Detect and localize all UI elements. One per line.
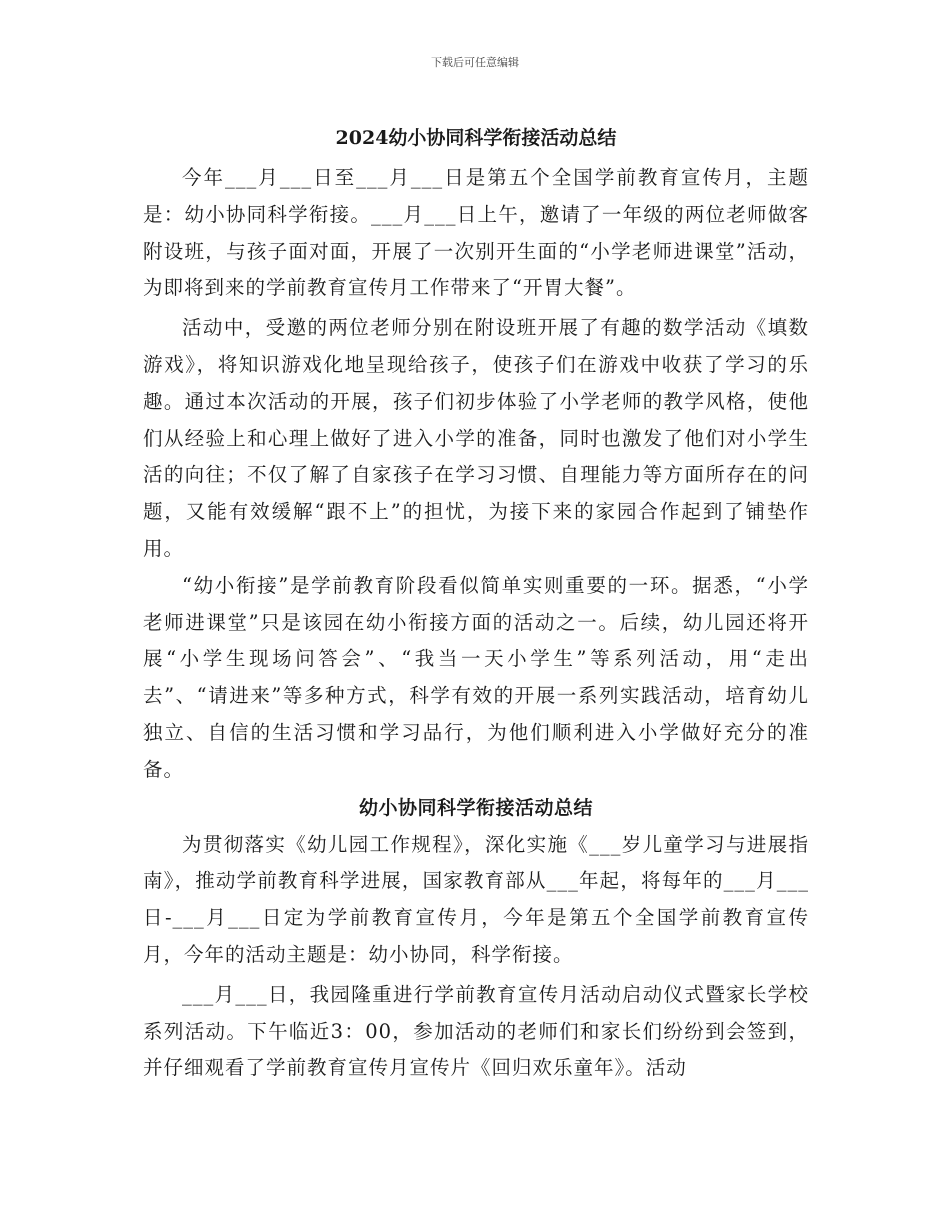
paragraph: 为贯彻落实《幼儿园工作规程》，深化实施《___岁儿童学习与进展指南》，推动学前教育科学进展，国家教育部从___年起，将每年的___月___日-___月___日定为学前教育宣传月，今年是第五个全国学前教育宣传月，今年的活动主题是：幼小协同，科学衔接。 — [143, 832, 809, 966]
paragraph: 活动中，受邀的两位老师分别在附设班开展了有趣的数学活动《填数游戏》，将知识游戏化地呈现给孩子，使孩子们在游戏中收获了学习的乐趣。通过本次活动的开展，孩子们初步体验了小学老师的教学风格，使他们从经验上和心理上做好了进入小学的准备，同时也激发了他们对小学生活的向往；不仅了解了自家孩子在学习习惯、自理能力等方面所存在的问题，又能有效缓解“跟不上”的担忧，为接下来的家园合作起到了铺垫作用。 — [143, 316, 809, 560]
header-note: 下载后可任意编辑 — [431, 56, 519, 69]
document-title: 2024幼小协同科学衔接活动总结 — [335, 127, 617, 149]
document-content — [143, 118, 809, 1087]
paragraph: 今年___月___日至___月___日是第五个全国学前教育宣传月，主题是：幼小协同科学衔接。___月___日上午，邀请了一年级的两位老师做客附设班，与孩子面对面，开展了一次别开生面的“小学老师进课堂”活动，为即将到来的学前教育宣传月工作带来了“开胃大餐”。 — [143, 166, 809, 300]
section-title: 幼小协同科学衔接活动总结 — [358, 796, 593, 819]
paragraph: ___月___日，我园隆重进行学前教育宣传月活动启动仪式暨家长学校系列活动。下午临近3：00，参加活动的老师们和家长们纷纷到会签到，并仔细观看了学前教育宣传月宣传片《回归欢乐童年》。活动 — [143, 982, 809, 1080]
paragraph: “幼小衔接”是学前教育阶段看似简单实则重要的一环。据悉，“小学老师进课堂”只是该园在幼小衔接方面的活动之一。后续，幼儿园还将开展“小学生现场问答会”、“我当一天小学生”等系列活动，用“走出去”、“请进来”等多种方式，科学有效的开展一系列实践活动，培育幼儿独立、自信的生活习惯和学习品行，为他们顺利进入小学做好充分的准备。 — [143, 573, 809, 781]
